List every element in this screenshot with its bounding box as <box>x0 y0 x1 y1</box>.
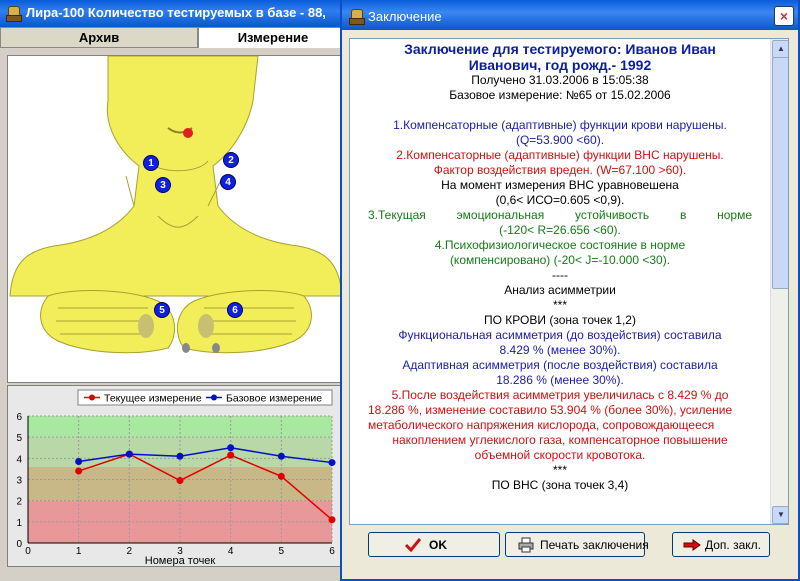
x-tick-label: 3 <box>177 546 183 557</box>
dialog-title: Заключение <box>368 9 442 24</box>
report-line: Адаптивная асимметрия (после воздействия) составила <box>402 358 718 372</box>
report-line: Анализ асимметрии <box>504 283 616 297</box>
legend-marker <box>211 395 217 401</box>
extra-label: Доп. закл. <box>705 538 761 552</box>
report-line: (компенсировано) (-20< J=-10.000 <30). <box>449 253 671 267</box>
close-icon[interactable]: × <box>774 6 794 26</box>
measurement-point-1[interactable]: 1 <box>143 155 159 171</box>
vertical-scrollbar[interactable] <box>770 39 788 524</box>
y-tick-label: 5 <box>16 433 22 445</box>
data-point <box>227 444 234 451</box>
x-tick-label: 6 <box>329 546 335 557</box>
y-tick-label: 1 <box>16 517 22 529</box>
report-line: ---- <box>552 268 568 282</box>
printer-icon <box>518 537 534 553</box>
report-textbox[interactable] <box>349 38 789 525</box>
data-point <box>278 453 285 460</box>
report-line: (Q=53.900 <60). <box>515 133 605 147</box>
y-tick-label: 6 <box>16 412 22 423</box>
report-line: *** <box>552 463 567 477</box>
report-line: метаболического напряжения кислорода, сопровождающееся <box>368 418 715 432</box>
scroll-up-icon[interactable]: ▲ <box>772 40 789 58</box>
data-point <box>329 516 336 523</box>
measurement-chart <box>8 386 344 566</box>
x-tick-label: 1 <box>75 546 82 557</box>
report-line: ПО ВНС (зона точек 3,4) <box>491 478 629 492</box>
print-label: Печать заключения <box>540 538 649 552</box>
report-line: накоплением углекислого газа, компенсаторное повышение <box>392 433 728 447</box>
report-line: 3.Текущая эмоциональная устойчивость в норме <box>368 208 752 222</box>
tab-measurement[interactable]: Измерение <box>198 27 348 48</box>
x-axis-label: Номера точек <box>144 555 216 566</box>
ok-button[interactable] <box>368 532 500 557</box>
report-line: Фактор воздействия вреден. (W=67.100 >60). <box>433 163 687 177</box>
data-point <box>278 473 285 480</box>
checkmark-icon <box>405 538 421 552</box>
ok-label: OK <box>429 538 447 552</box>
dialog-icon <box>348 8 364 24</box>
x-tick-label: 0 <box>25 546 31 557</box>
red-marker <box>183 128 193 138</box>
measurement-point-4[interactable]: 4 <box>220 174 236 190</box>
measurement-point-2[interactable]: 2 <box>223 152 239 168</box>
x-tick-label: 4 <box>227 546 234 557</box>
arrow-right-icon <box>683 539 701 551</box>
tab-archive[interactable]: Архив <box>0 27 198 48</box>
y-tick-label: 0 <box>16 539 22 550</box>
dialog-title-bar <box>342 0 798 30</box>
y-tick-label: 3 <box>16 475 22 487</box>
report-line: Заключение для тестируемого: Иванов Иван <box>404 41 716 57</box>
body-diagram-panel <box>7 55 345 383</box>
main-window-title: Лира-100 Количество тестируемых в базе - 88, <box>26 5 326 20</box>
x-tick-label: 5 <box>278 546 285 557</box>
report-line: 18.286 % (менее 30%). <box>496 373 624 387</box>
report-line: Получено 31.03.2006 в 15:05:38 <box>471 73 649 87</box>
data-point <box>126 451 133 458</box>
data-point <box>177 477 184 484</box>
report-text <box>350 39 770 493</box>
report-line: 4.Психофизиологическое состояние в норме <box>434 238 686 252</box>
data-point <box>75 468 82 475</box>
legend-label: Текущее измерение <box>104 392 202 405</box>
report-line: Функциональная асимметрия (до воздействия) составила <box>398 328 722 342</box>
data-point <box>329 459 336 466</box>
print-report-button[interactable] <box>505 532 649 557</box>
report-line: 5.После воздействия асимметрия увеличилась с 8.429 % до <box>391 388 729 402</box>
body-diagram <box>8 56 344 382</box>
additional-conclusion-button[interactable] <box>672 532 770 557</box>
report-line: (0,6< ИСО=0.605 <0,9). <box>495 193 625 207</box>
data-point <box>227 452 234 459</box>
tab-bar <box>0 27 345 48</box>
report-line: *** <box>552 298 567 312</box>
chart-panel <box>7 385 345 567</box>
conclusion-dialog <box>340 0 800 581</box>
x-tick-label: 2 <box>126 546 133 557</box>
report-line: ПО КРОВИ (зона точек 1,2) <box>484 313 636 327</box>
legend-marker <box>89 395 95 401</box>
measurement-point-3[interactable]: 3 <box>155 177 171 193</box>
report-line: Иванович, год рожд.- 1992 <box>468 57 652 73</box>
legend-label: Базовое измерение <box>226 392 323 405</box>
report-line: 1.Компенсаторные (адаптивные) функции крови нарушены. <box>393 118 727 132</box>
report-line: 8.429 % (менее 30%). <box>499 343 621 357</box>
report-line: 2.Компенсаторные (адаптивные) функции ВНС нарушены. <box>396 148 724 162</box>
measurement-point-6[interactable]: 6 <box>227 302 243 318</box>
scroll-down-icon[interactable]: ▼ <box>772 506 789 524</box>
report-line: (-120< R=26.656 <60). <box>499 223 621 237</box>
y-tick-label: 2 <box>16 496 22 508</box>
data-point <box>75 458 82 465</box>
report-line: На момент измерения ВНС уравновешена <box>441 178 679 192</box>
scroll-thumb[interactable] <box>772 57 789 289</box>
data-point <box>177 453 184 460</box>
report-line: объемной скорости кровотока. <box>474 448 646 462</box>
report-line: 18.286 %, изменение составило 53.904 % (более 30%), усиление <box>368 403 733 417</box>
y-tick-label: 4 <box>16 454 22 466</box>
report-line: Базовое измерение: №65 от 15.02.2006 <box>449 88 671 102</box>
measurement-point-5[interactable]: 5 <box>154 302 170 318</box>
app-icon <box>5 5 21 21</box>
report-line <box>350 103 770 118</box>
